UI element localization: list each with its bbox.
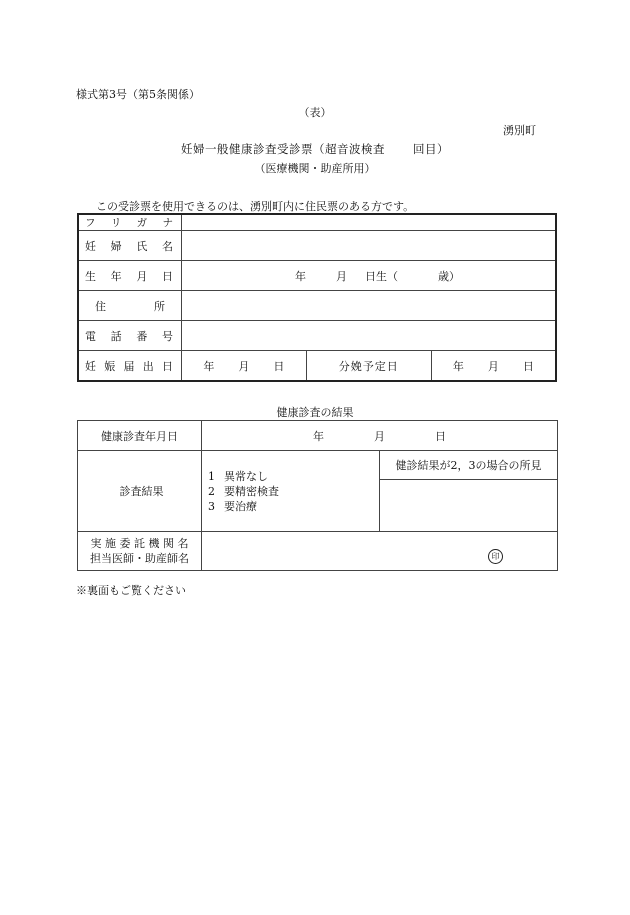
birthdate-field[interactable]: 年 月 日生（ 歳） (182, 261, 557, 291)
option-detailed-exam[interactable]: 2 要精密検査 (208, 484, 279, 498)
form-number: 様式第3号（第5条関係） (76, 88, 200, 101)
phone-label: 電 話 番 号 (78, 321, 182, 351)
furigana-field[interactable] (182, 214, 557, 231)
furigana-label: フ リ ガ ナ (78, 214, 182, 231)
address-label: 住 所 (78, 291, 182, 321)
due-date-label: 分娩予定日 (306, 351, 431, 382)
findings-header: 健診結果が2，3の場合の所見 (380, 451, 558, 480)
exam-date-field[interactable]: 年 月 日 (202, 421, 558, 451)
address-field[interactable] (182, 291, 557, 321)
seal-mark: 印 (488, 549, 503, 564)
option-normal[interactable]: 1 異常なし (208, 469, 268, 483)
result-options[interactable] (202, 451, 380, 532)
title-count: 回目） (413, 142, 449, 156)
option-treatment[interactable]: 3 要治療 (208, 499, 257, 513)
facility-field[interactable] (202, 532, 558, 571)
pregnancy-report-date-field[interactable]: 年 月 日 (182, 351, 307, 382)
findings-field[interactable] (380, 480, 558, 532)
patient-info-table (77, 213, 557, 382)
pregnancy-report-label: 妊 娠 届 出 日 (78, 351, 182, 382)
result-label: 診査結果 (78, 451, 202, 532)
facility-label: 実 施 委 託 機 関 名 担当医師・助産師名 (78, 532, 202, 571)
birthdate-label: 生 年 月 日 (78, 261, 182, 291)
side-label: （表） (298, 106, 332, 119)
form-title (0, 141, 630, 157)
eligibility-notice: この受診票を使用できるのは、湧別町内に住民票のある方です。 (96, 200, 415, 213)
title-main: 妊婦一般健康診査受診票（超音波検査 (181, 142, 385, 156)
name-field[interactable] (182, 231, 557, 261)
results-section-title: 健康診査の結果 (276, 406, 354, 419)
phone-field[interactable] (182, 321, 557, 351)
form-subtitle: （医療機関・助産所用） (254, 162, 376, 175)
due-date-field[interactable]: 年 月 日 (431, 351, 556, 382)
exam-date-label: 健康診査年月日 (78, 421, 202, 451)
town-name: 湧別町 (503, 124, 536, 137)
name-label: 妊 婦 氏 名 (78, 231, 182, 261)
exam-results-table (77, 420, 558, 571)
footnote: ※裏面もご覧ください (76, 584, 186, 597)
